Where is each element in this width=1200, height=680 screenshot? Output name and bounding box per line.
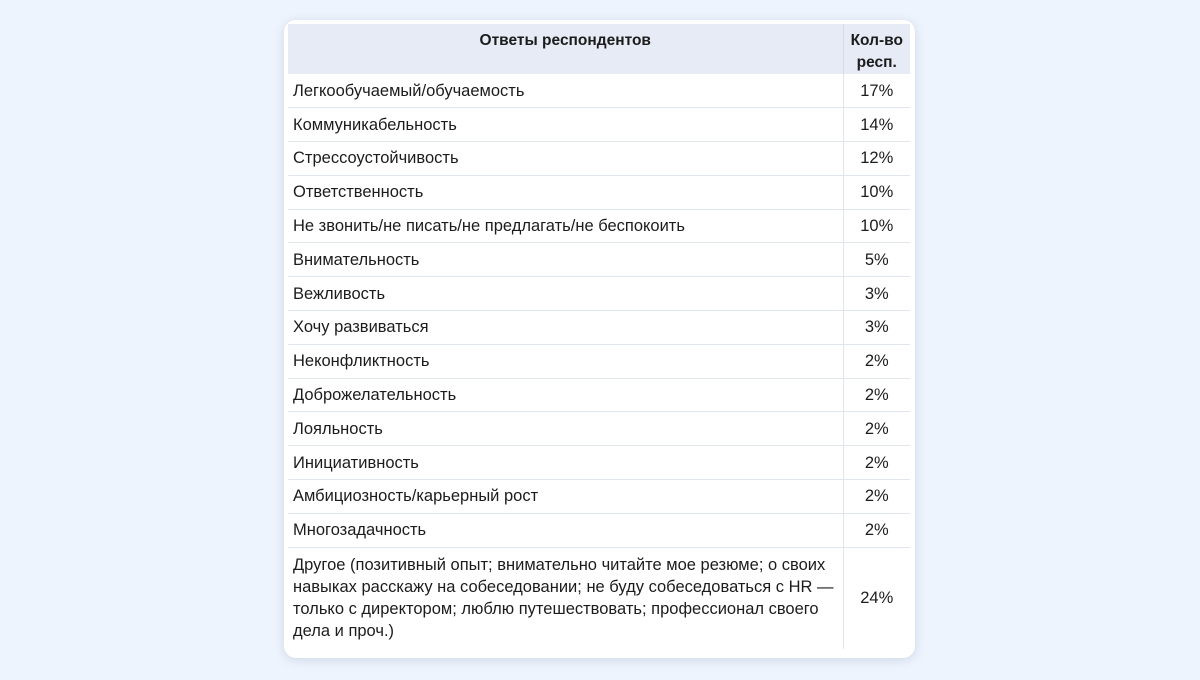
table-row — [288, 480, 910, 514]
table-row — [288, 412, 910, 446]
table-row — [288, 209, 910, 243]
table-body — [288, 74, 910, 649]
answer-cell: Вежливость — [288, 277, 843, 311]
share-cell: 2% — [843, 412, 910, 446]
share-cell: 2% — [843, 480, 910, 514]
share-cell: 2% — [843, 446, 910, 480]
table-row — [288, 344, 910, 378]
answer-cell: Неконфликтность — [288, 344, 843, 378]
share-cell: 2% — [843, 378, 910, 412]
answer-cell: Внимательность — [288, 243, 843, 277]
header-count: Кол-во респ. — [843, 24, 910, 74]
share-cell: 2% — [843, 513, 910, 547]
header-row — [288, 24, 910, 74]
share-cell: 2% — [843, 344, 910, 378]
share-cell: 12% — [843, 142, 910, 176]
share-cell: 3% — [843, 311, 910, 345]
table-row — [288, 243, 910, 277]
table-row — [288, 311, 910, 345]
table-row — [288, 446, 910, 480]
share-cell: 3% — [843, 277, 910, 311]
answer-cell: Ответственность — [288, 175, 843, 209]
table-row — [288, 277, 910, 311]
answer-cell: Не звонить/не писать/не предлагать/не беспокоить — [288, 209, 843, 243]
answer-cell: Коммуникабельность — [288, 108, 843, 142]
share-cell: 17% — [860, 81, 894, 100]
share-cell: 14% — [843, 108, 910, 142]
answer-cell: Другое (позитивный опыт; внимательно читайте мое резюме; о своих навыках расскажу на собеседовании; не буду собеседоваться с HR — только с директором; люблю путешествовать; профессионал своего дела и проч.) — [288, 547, 843, 649]
answer-cell: Лояльность — [288, 412, 843, 446]
share-cell: 24% — [843, 547, 910, 649]
share-cell: 10% — [843, 209, 910, 243]
answer-cell: Многозадачность — [288, 513, 843, 547]
answer-cell: Хочу развиваться — [288, 311, 843, 345]
answer-cell: Инициативность — [288, 446, 843, 480]
table-row — [288, 513, 910, 547]
answer-cell: Амбициозность/карьерный рост — [288, 480, 843, 514]
table-header — [288, 24, 910, 74]
table-row — [288, 142, 910, 176]
answer-cell: Стрессоустойчивость — [288, 142, 843, 176]
survey-results-table — [288, 24, 910, 649]
share-cell: 10% — [843, 175, 910, 209]
table-row — [288, 108, 910, 142]
table-row — [288, 378, 910, 412]
table-row — [288, 547, 910, 649]
header-answers: Ответы респондентов — [288, 24, 843, 74]
table-row — [288, 175, 910, 209]
table-row — [288, 74, 910, 108]
answer-cell: Доброжелательность — [288, 378, 843, 412]
share-cell: 5% — [843, 243, 910, 277]
answer-cell: Легкообучаемый/обучаемость — [288, 74, 843, 108]
survey-table-card — [284, 20, 915, 658]
